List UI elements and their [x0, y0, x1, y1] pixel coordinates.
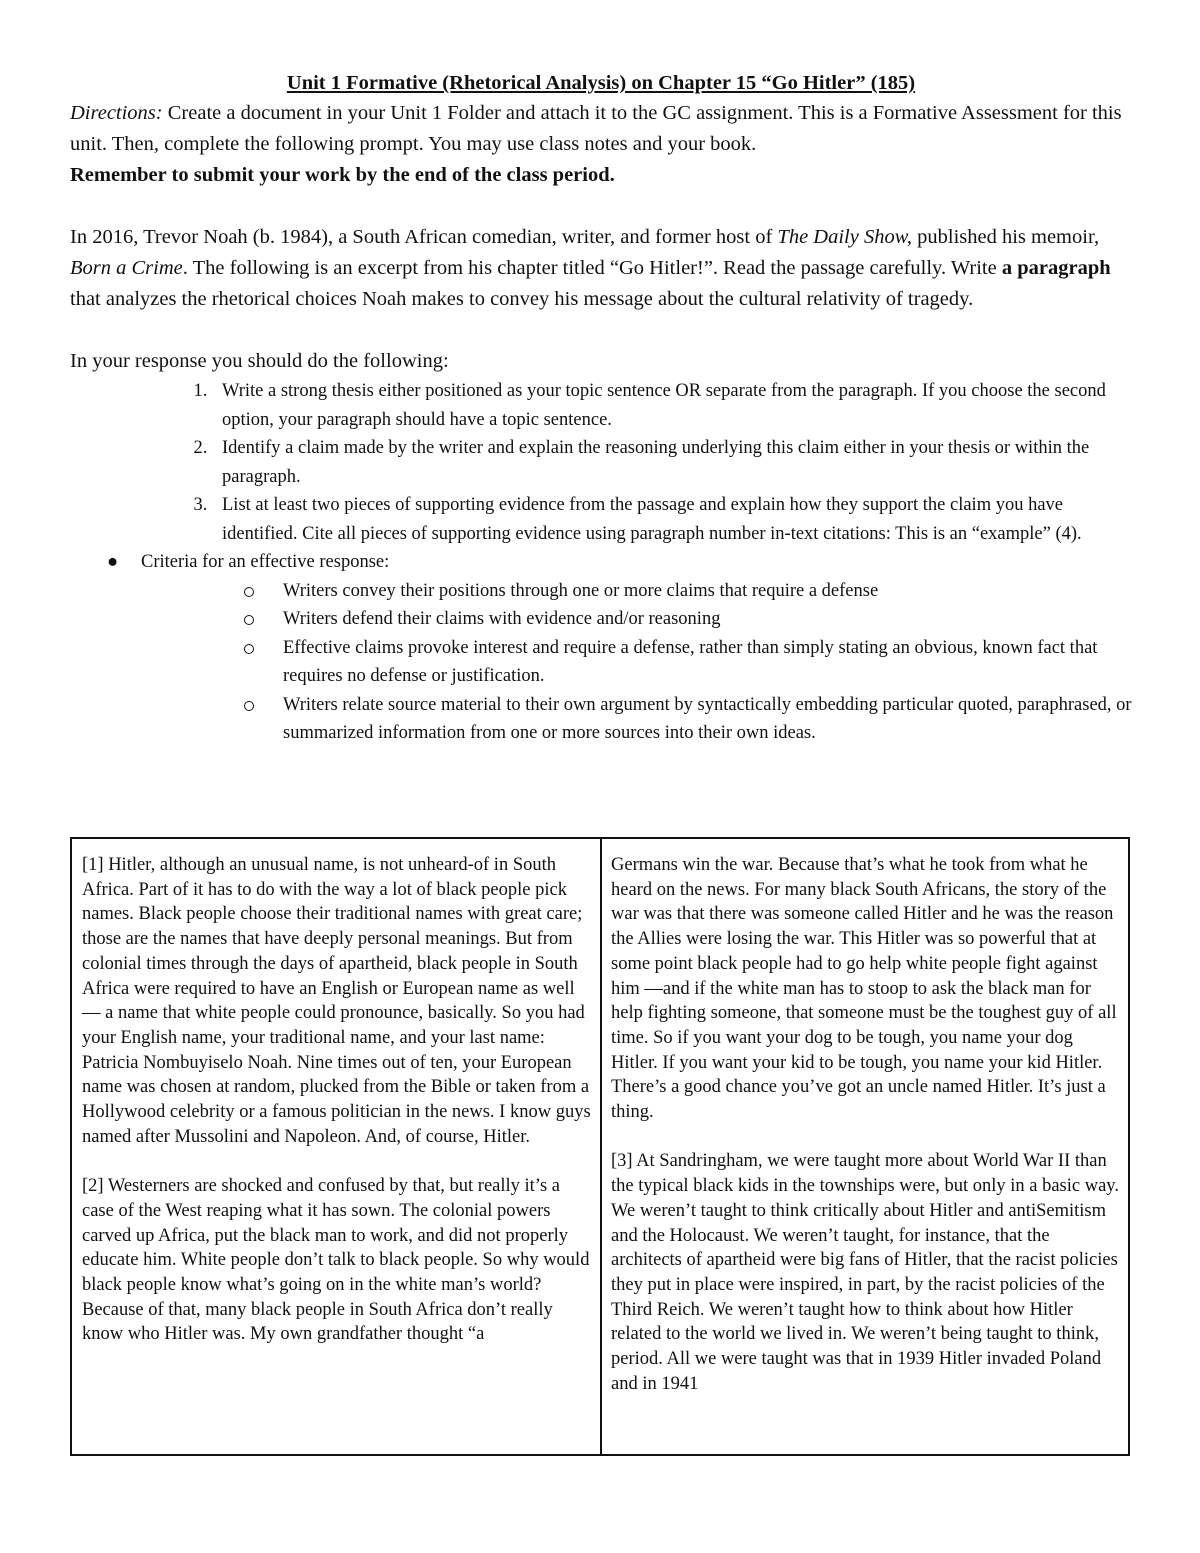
circle-bullet-icon	[244, 587, 254, 597]
directions-label: Directions:	[70, 102, 163, 124]
criteria-item	[70, 548, 1132, 748]
criteria-list	[70, 548, 1132, 748]
book-title: Born a Crime	[70, 257, 183, 279]
circle-bullet-icon	[244, 615, 254, 625]
circle-bullet-icon	[244, 701, 254, 711]
reminder-text: Remember to submit your work by the end of the class period.	[70, 164, 615, 186]
excerpt-table	[70, 837, 1130, 1456]
intro-text-2: published his memoir,	[912, 226, 1100, 248]
directions-paragraph	[70, 98, 1132, 191]
intro-text-4: that analyzes the rhetorical choices Noah makes to convey his message about the cultural relativity of tragedy.	[70, 288, 974, 310]
intro-paragraph	[70, 222, 1132, 315]
excerpt-paragraph: Germans win the war. Because that’s what he took from what he heard on the news. For many black South Africans, the story of the war was that there was someone called Hitler and he was the reason the Allies were losing the war. This Hitler was so powerful that at some point black people had to go help white people fight against him —and if the white man has to stoop to ask the black man for help fighting someone, that someone must be the toughest guy of all time. So if you want your dog to be tough, you name your dog Hitler. If you want your kid to be tough, you name your kid Hitler. There’s a good chance you’ve got an uncle named Hitler. It’s just a thing.	[611, 855, 1117, 1123]
criteria-text: Writers defend their claims with evidence and/or reasoning	[283, 609, 721, 629]
excerpt-paragraph: [3] At Sandringham, we were taught more about World War II than the typical black kids in the townships were, but only in a basic way. We weren’t taught to think critically about Hitler and antiSemitism and the Holocaust. We weren’t taught, for instance, that the architects of apartheid were big fans of Hitler, that the racist policies they put in place were inspired, in part, by the racist policies of the Third Reich. We weren’t taught how to think about how Hitler related to the world we lived in. We weren’t being taught to think, period. All we were taught was that in 1939 Hitler invaded Poland and in 1941	[611, 1151, 1119, 1394]
criteria-text: Writers relate source material to their own argument by syntactically embedding particular quoted, paraphrased, or summarized information from one or more sources into their own ideas.	[283, 694, 1132, 743]
list-item	[141, 691, 1132, 748]
list-item: 3. List at least two pieces of supporting evidence from the passage and explain how they support the claim you have identified. Cite all pieces of supporting evidence using paragraph number in-text citations: This is an “example” (4).	[212, 491, 1132, 548]
list-item	[141, 577, 1132, 606]
list-item	[141, 634, 1132, 691]
excerpt-paragraph: [2] Westerners are shocked and confused by that, but really it’s a case of the West reaping what it has sown. The colonial powers carved up Africa, put the black man to work, and did not properly educate him. White people don’t talk to black people. So why would black people know what’s going on in the white man’s world? Because of that, many black people in South Africa don’t really know who Hitler was. My own grandfather thought “a	[82, 1176, 590, 1345]
response-intro: In your response you should do the following:	[70, 350, 449, 372]
criteria-label: Criteria for an effective response:	[141, 552, 390, 572]
list-item	[141, 605, 1132, 634]
show-title: The Daily Show,	[777, 226, 912, 248]
excerpt-right-column	[602, 839, 1128, 1454]
intro-emphasis: a paragraph	[1001, 257, 1111, 279]
intro-text-1: In 2016, Trevor Noah (b. 1984), a South African comedian, writer, and former host of	[70, 226, 778, 248]
document-page	[70, 68, 1132, 748]
list-item: 1. Write a strong thesis either positioned as your topic sentence OR separate from the paragraph. If you choose the second option, your paragraph should have a topic sentence.	[212, 377, 1132, 434]
list-item: 2. Identify a claim made by the writer and explain the reasoning underlying this claim either in your thesis or within the paragraph.	[212, 434, 1132, 491]
steps-list	[70, 377, 1132, 548]
directions-text: Create a document in your Unit 1 Folder and attach it to the GC assignment. This is a Formative Assessment for this unit. Then, complete the following prompt. You may use class notes and your book.	[70, 102, 1122, 155]
bullet-icon: ●	[107, 552, 119, 572]
excerpt-paragraph: [1] Hitler, although an unusual name, is not unheard-of in South Africa. Part of it has to do with the way a lot of black people pick names. Black people choose their traditional names with great care; those are the names that have deeply personal meanings. But from colonial times through the days of apartheid, black people in South Africa were required to have an English or European name as well— a name that white people could pronounce, basically. So you had your English name, your traditional name, and your last name: Patricia Nombuyiselo Noah. Nine times out of ten, your European name was chosen at random, plucked from the Bible or taken from a Hollywood celebrity or a famous politician in the news. I know guys named after Mussolini and Napoleon. And, of course, Hitler.	[82, 855, 591, 1147]
intro-text-3: . The following is an excerpt from his chapter titled “Go Hitler!”. Read the passage carefully. Write	[182, 257, 1002, 279]
criteria-text: Effective claims provoke interest and require a defense, rather than simply stating an obvious, known fact that requires no defense or justification.	[283, 637, 1098, 686]
page-title: Unit 1 Formative (Rhetorical Analysis) on Chapter 15 “Go Hitler” (185)	[286, 72, 916, 94]
circle-bullet-icon	[244, 644, 254, 654]
criteria-sub-list	[70, 577, 1132, 748]
excerpt-left-column	[72, 839, 602, 1454]
criteria-text: Writers convey their positions through one or more claims that require a defense	[283, 580, 879, 601]
